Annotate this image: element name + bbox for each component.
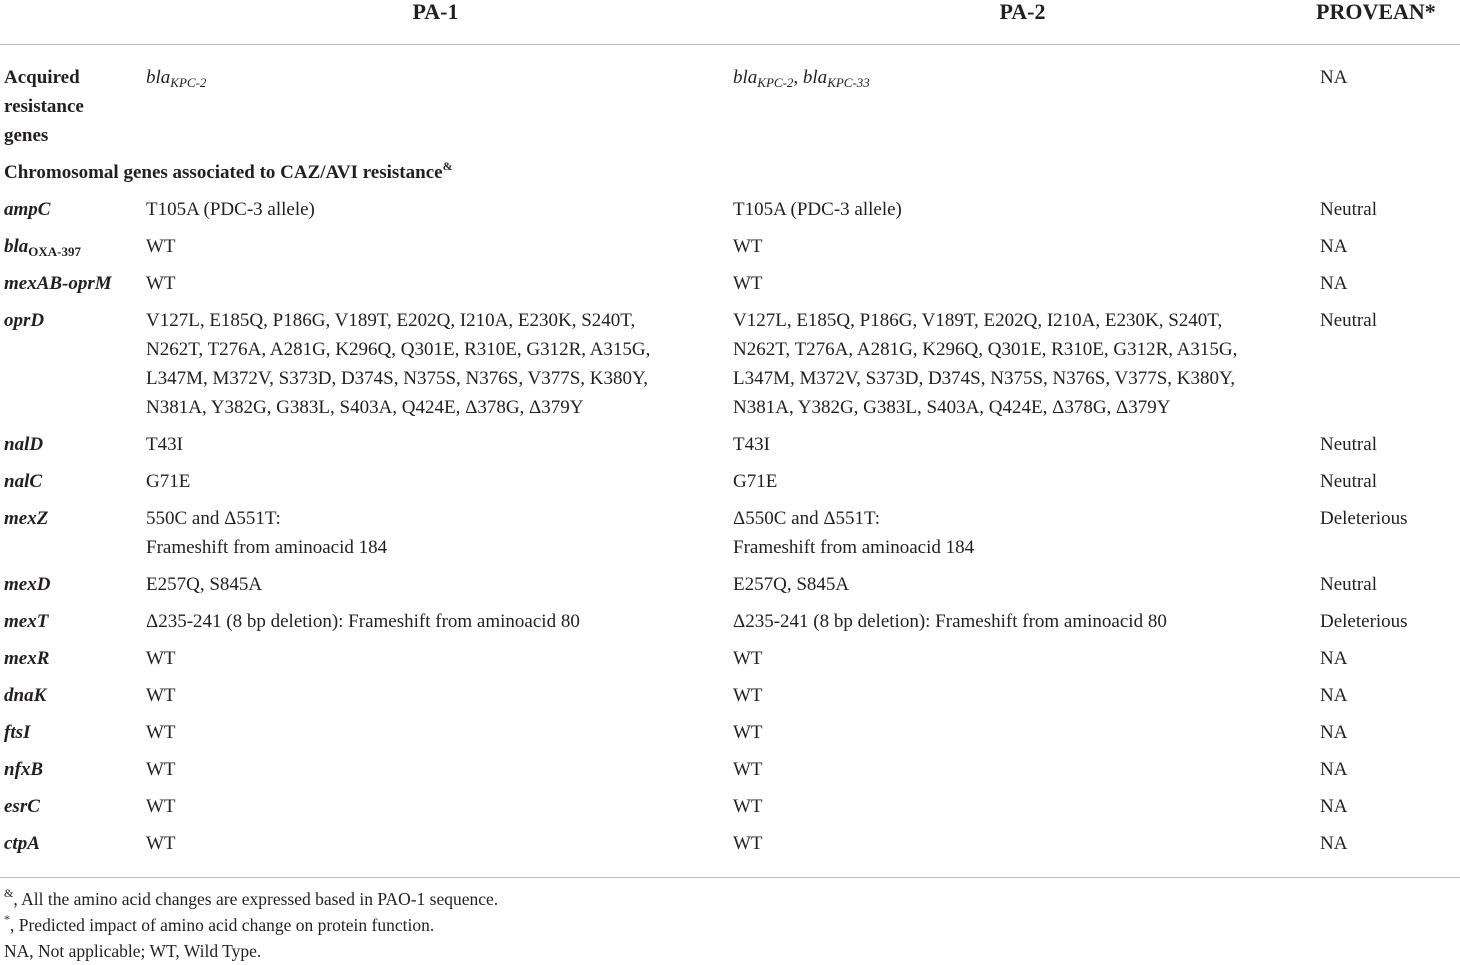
cell-provean: NA <box>1320 648 1348 669</box>
cell-provean: Neutral <box>1320 574 1377 595</box>
acquired-pa2-sub: KPC-2 <box>757 75 794 90</box>
cell-provean: NA <box>1320 833 1348 854</box>
cell-pa1 <box>142 829 729 878</box>
footnote-1-text: , All the amino acid changes are expressed based in PAO-1 sequence. <box>13 889 499 909</box>
cell-pa1 <box>142 269 729 306</box>
cell-pa2-line: Frameshift from aminoacid 184 <box>733 537 975 558</box>
gene-name-text: dnaK <box>4 685 47 706</box>
cell-pa1-line: T105A (PDC-3 allele) <box>146 199 315 220</box>
cell-pa2-line: G71E <box>733 471 778 492</box>
cell-pa2-line: WT <box>733 236 763 257</box>
cell-pa2-line: WT <box>733 685 763 706</box>
cell-pa2-line: E257Q, S845A <box>733 574 850 595</box>
cell-pa2 <box>729 607 1316 644</box>
gene-name <box>0 306 142 430</box>
cell-provean: Neutral <box>1320 434 1377 455</box>
table-row <box>0 718 1460 755</box>
cell-pa1 <box>142 504 729 570</box>
cell-pa2-line: T43I <box>733 434 770 455</box>
gene-name-text: oprD <box>4 310 45 331</box>
gene-name-text: nalC <box>4 471 43 492</box>
cell-pa2 <box>729 306 1316 430</box>
cell-pa2-line: WT <box>733 722 763 743</box>
cell-provean: NA <box>1320 273 1348 294</box>
cell-pa1-line: G71E <box>146 471 191 492</box>
gene-name-sub: OXA-397 <box>28 244 81 259</box>
cell-pa1 <box>142 718 729 755</box>
cell-pa1-line: WT <box>146 759 176 780</box>
cell-pa1 <box>142 467 729 504</box>
cell-pa1 <box>142 607 729 644</box>
cell-provean: NA <box>1320 236 1348 257</box>
gene-name-text: mexAB-oprM <box>4 273 112 294</box>
section-row <box>0 158 1460 195</box>
footnote-2-sup: * <box>4 912 10 926</box>
cell-provean: Neutral <box>1320 199 1377 220</box>
header-row <box>0 0 1460 45</box>
gene-name-text: mexD <box>4 574 51 595</box>
table-row <box>0 430 1460 467</box>
acquired-row <box>0 45 1460 159</box>
gene-name-text: mexT <box>4 611 49 632</box>
cell-pa2-line: T105A (PDC-3 allele) <box>733 199 902 220</box>
acquired-pa2 <box>729 45 1316 159</box>
gene-name <box>0 269 142 306</box>
cell-pa2-line: WT <box>733 273 763 294</box>
header-pa1: PA-1 <box>142 0 729 45</box>
section-sup: & <box>442 159 453 173</box>
cell-pa1-line: N381A, Y382G, G383L, S403A, Q424E, Δ378G, Δ379Y <box>146 397 584 418</box>
gene-name-text: mexZ <box>4 508 49 529</box>
cell-provean: Deleterious <box>1320 611 1408 632</box>
cell-pa2-line: WT <box>733 759 763 780</box>
acquired-pa2-sep: , <box>793 67 803 88</box>
cell-pa1 <box>142 232 729 269</box>
cell-pa1 <box>142 755 729 792</box>
cell-pa1-line: WT <box>146 796 176 817</box>
footnote-2 <box>4 912 498 938</box>
cell-pa2-line: WT <box>733 648 763 669</box>
acquired-pa2-sub: KPC-33 <box>827 75 870 90</box>
acquired-pa1-gene: bla <box>146 67 171 88</box>
acquired-label <box>0 45 142 159</box>
cell-pa1-line: L347M, M372V, S373D, D374S, N375S, N376S, V377S, K380Y, <box>146 368 649 389</box>
cell-pa1-line: T43I <box>146 434 183 455</box>
cell-pa2-line: Δ235-241 (8 bp deletion): Frameshift from aminoacid 80 <box>733 611 1167 632</box>
gene-name <box>0 607 142 644</box>
footnote-2-text: , Predicted impact of amino acid change on protein function. <box>10 915 435 935</box>
gene-name <box>0 829 142 878</box>
gene-name-text: mexR <box>4 648 50 669</box>
cell-pa2 <box>729 504 1316 570</box>
table-row <box>0 792 1460 829</box>
table-row <box>0 467 1460 504</box>
cell-pa2 <box>729 644 1316 681</box>
cell-pa1 <box>142 792 729 829</box>
table-row <box>0 195 1460 232</box>
cell-pa1-line: WT <box>146 273 176 294</box>
cell-pa1-line: V127L, E185Q, P186G, V189T, E202Q, I210A, E230K, S240T, <box>146 310 636 331</box>
gene-name-text: nfxB <box>4 759 44 780</box>
gene-name <box>0 467 142 504</box>
gene-name-text: esrC <box>4 796 40 817</box>
cell-pa2-line: L347M, M372V, S373D, D374S, N375S, N376S, V377S, K380Y, <box>733 368 1236 389</box>
header-gene <box>0 0 142 45</box>
cell-pa1-line: Δ235-241 (8 bp deletion): Frameshift from aminoacid 80 <box>146 611 580 632</box>
cell-provean: Neutral <box>1320 310 1377 331</box>
gene-name <box>0 755 142 792</box>
section-label-text: Chromosomal genes associated to CAZ/AVI resistance <box>4 162 443 183</box>
table-row <box>0 681 1460 718</box>
cell-provean: NA <box>1320 796 1348 817</box>
footnotes <box>4 886 498 964</box>
gene-name <box>0 718 142 755</box>
table-row <box>0 232 1460 269</box>
cell-pa1 <box>142 570 729 607</box>
cell-pa2-line: N381A, Y382G, G383L, S403A, Q424E, Δ378G, Δ379Y <box>733 397 1171 418</box>
table-row <box>0 829 1460 878</box>
cell-pa2 <box>729 681 1316 718</box>
gene-name <box>0 792 142 829</box>
cell-pa2-line: WT <box>733 796 763 817</box>
cell-pa2 <box>729 195 1316 232</box>
cell-provean: NA <box>1320 722 1348 743</box>
footnote-1-sup: & <box>4 886 14 900</box>
footnote-1 <box>4 886 498 912</box>
header-provean: PROVEAN* <box>1316 0 1460 45</box>
gene-name <box>0 232 142 269</box>
table-row <box>0 607 1460 644</box>
cell-provean: Deleterious <box>1320 508 1408 529</box>
gene-name-text: nalD <box>4 434 44 455</box>
cell-pa1-line: E257Q, S845A <box>146 574 263 595</box>
acquired-pa2-gene: bla <box>802 67 828 88</box>
cell-pa2 <box>729 570 1316 607</box>
acquired-label-line: resistance <box>4 96 84 117</box>
cell-pa1-line: N262T, T276A, A281G, K296Q, Q301E, R310E, G312R, A315G, <box>146 339 651 360</box>
table-row <box>0 504 1460 570</box>
gene-name-text: ctpA <box>4 833 40 854</box>
gene-name <box>0 681 142 718</box>
cell-pa1-line: WT <box>146 685 176 706</box>
gene-name-text: ampC <box>4 199 51 220</box>
table-row <box>0 644 1460 681</box>
cell-pa1 <box>142 644 729 681</box>
cell-pa2-line: N262T, T276A, A281G, K296Q, Q301E, R310E, G312R, A315G, <box>733 339 1238 360</box>
table-row <box>0 306 1460 430</box>
cell-pa1 <box>142 306 729 430</box>
gene-name <box>0 644 142 681</box>
cell-pa2 <box>729 755 1316 792</box>
acquired-pa1-sub: KPC-2 <box>170 75 207 90</box>
gene-name <box>0 430 142 467</box>
cell-pa2 <box>729 792 1316 829</box>
acquired-provean: NA <box>1320 67 1348 88</box>
table-row <box>0 269 1460 306</box>
cell-pa2 <box>729 269 1316 306</box>
section-label <box>0 158 1460 195</box>
gene-name <box>0 195 142 232</box>
cell-provean: Neutral <box>1320 471 1377 492</box>
gene-name <box>0 570 142 607</box>
cell-pa2-line: Δ550C and Δ551T: <box>733 508 880 529</box>
cell-pa2 <box>729 430 1316 467</box>
gene-name-text: bla <box>4 236 29 257</box>
table-row <box>0 570 1460 607</box>
cell-pa1 <box>142 195 729 232</box>
acquired-pa1 <box>142 45 729 159</box>
cell-pa1-line: 550C and Δ551T: <box>146 508 281 529</box>
acquired-pa2-gene: bla <box>733 67 758 88</box>
cell-pa1-line: Frameshift from aminoacid 184 <box>146 537 388 558</box>
cell-pa1-line: WT <box>146 833 176 854</box>
acquired-label-line: Acquired <box>4 67 80 88</box>
header-pa2: PA-2 <box>729 0 1316 45</box>
cell-pa1 <box>142 430 729 467</box>
cell-pa1-line: WT <box>146 236 176 257</box>
cell-pa1-line: WT <box>146 722 176 743</box>
gene-name-text: ftsI <box>4 722 31 743</box>
gene-name <box>0 504 142 570</box>
cell-pa2 <box>729 232 1316 269</box>
cell-pa2 <box>729 467 1316 504</box>
cell-provean: NA <box>1320 685 1348 706</box>
cell-pa1 <box>142 681 729 718</box>
cell-pa2 <box>729 829 1316 878</box>
cell-pa2-line: WT <box>733 833 763 854</box>
cell-pa2 <box>729 718 1316 755</box>
footnote-3: NA, Not applicable; WT, Wild Type. <box>4 941 262 961</box>
acquired-label-line: genes <box>4 125 49 146</box>
table-row <box>0 755 1460 792</box>
cell-pa1-line: WT <box>146 648 176 669</box>
cell-pa2-line: V127L, E185Q, P186G, V189T, E202Q, I210A, E230K, S240T, <box>733 310 1223 331</box>
cell-provean: NA <box>1320 759 1348 780</box>
